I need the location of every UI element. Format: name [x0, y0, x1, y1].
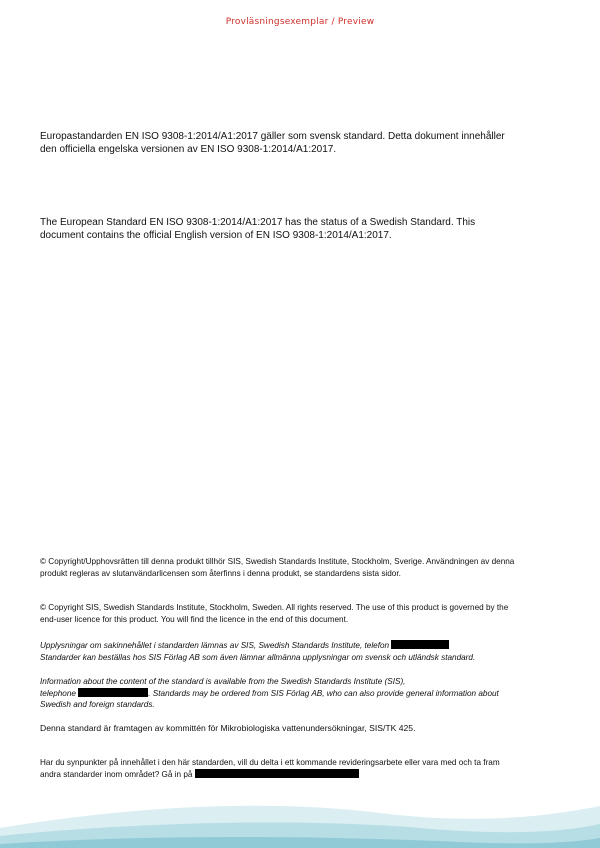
redacted-phone-english	[78, 688, 148, 697]
info-swedish-text-a: Upplysningar om sakinnehållet i standarden lämnas av SIS, Swedish Standards Institute, telefon	[40, 641, 390, 650]
info-english-text-a: Information about the content of the standard is available from the Swedish Standards Institute (SIS),	[40, 677, 406, 686]
copyright-swedish: © Copyright/Upphovsrätten till denna produkt tillhör SIS, Swedish Standards Institute, Stockholm, Sverige. Användningen av denna produkt regleras av slutanvändarlicensen som återfinns i denna produkt, se standardens sista sidor.	[40, 557, 515, 578]
preview-watermark: Provläsningsexemplar / Preview	[225, 17, 375, 27]
committee-statement: Denna standard är framtagen av kommittén för Mikrobiologiska vattenundersökningar, SIS/TK 425.	[40, 723, 416, 733]
redacted-link	[195, 769, 359, 778]
redacted-phone-swedish	[391, 640, 449, 649]
info-swedish-text-b: Standarder kan beställas hos SIS Förlag AB som även lämnar allmänna upplysningar om svensk och utländsk standard.	[40, 652, 476, 662]
decorative-wave	[0, 788, 600, 848]
info-english-text-b: telephone	[40, 688, 76, 698]
feedback-paragraph	[40, 757, 520, 780]
intro-english: The European Standard EN ISO 9308-1:2014/A1:2017 has the status of a Swedish Standard. This document contains the official English version of EN ISO 9308-1:2014/A1:2017.	[40, 217, 476, 241]
info-english	[40, 676, 520, 711]
intro-swedish: Europastandarden EN ISO 9308-1:2014/A1:2017 gäller som svensk standard. Detta dokument innehåller den officiella engelska versionen av EN ISO 9308-1:2014/A1:2017.	[40, 131, 505, 155]
copyright-english: © Copyright SIS, Swedish Standards Institute, Stockholm, Sweden. All rights reserved. The use of this product is governed by the end-user licence for this product. You will find the licence in the end of this document.	[40, 603, 509, 624]
feedback-text: Har du synpunkter på innehållet i den här standarden, vill du delta i ett kommande revideringsarbete eller vara med och ta fram andra standarder inom området? Gå in på	[40, 758, 500, 779]
info-swedish	[40, 640, 520, 663]
info-english-text-c: . Standards may be ordered from SIS Förlag AB, who can also provide general information about Swedish and foreign standards.	[40, 688, 499, 709]
